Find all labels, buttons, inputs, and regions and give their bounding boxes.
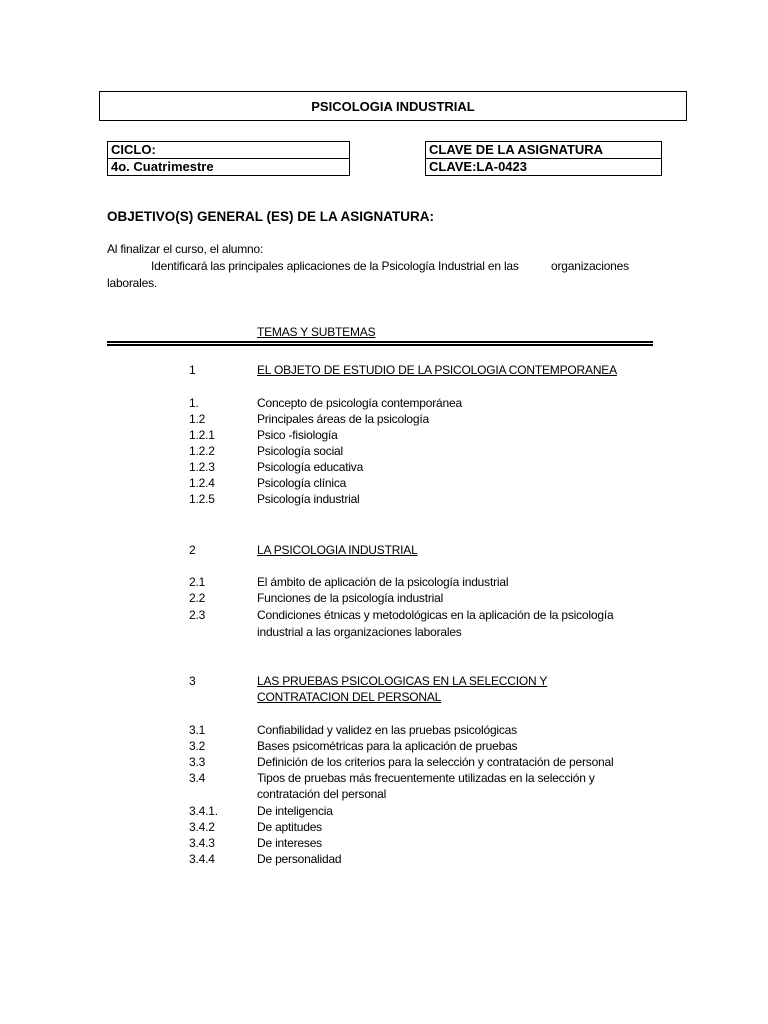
item-number: 3.4.2 <box>189 820 215 834</box>
item-text: De inteligencia <box>257 804 333 818</box>
item-text: Tipos de pruebas más frecuentemente utilizadas en la selección y <box>257 771 595 785</box>
clave-value: CLAVE:LA-0423 <box>425 158 662 176</box>
item-number: 1.2.5 <box>189 492 215 506</box>
unit-number: 3 <box>189 674 196 688</box>
item-text-continued: contratación del personal <box>257 787 387 801</box>
item-number: 3.4 <box>189 771 206 785</box>
item-number: 3.1 <box>189 723 206 737</box>
double-rule-bottom <box>107 344 653 346</box>
item-text: De personalidad <box>257 852 342 866</box>
item-number: 1.2.1 <box>189 428 215 442</box>
unit-title: LAS PRUEBAS PSICOLOGICAS EN LA SELECCION Y <box>257 674 548 688</box>
document-title: PSICOLOGIA INDUSTRIAL <box>99 91 687 121</box>
item-text: Psicología clínica <box>257 476 347 490</box>
unit-title: EL OBJETO DE ESTUDIO DE LA PSICOLOGIA CONTEMPORANEA <box>257 363 617 377</box>
item-number: 1.2.2 <box>189 444 215 458</box>
item-number: 3.3 <box>189 755 206 769</box>
ciclo-label: CICLO: <box>107 141 350 159</box>
item-number: 2.1 <box>189 575 206 589</box>
item-number: 2.2 <box>189 591 206 605</box>
item-number: 1.2.3 <box>189 460 215 474</box>
item-number: 3.4.1. <box>189 804 218 818</box>
item-text: Definición de los criterios para la selección y contratación de personal <box>257 755 614 769</box>
item-text: Funciones de la psicología industrial <box>257 591 444 605</box>
item-number: 2.3 <box>189 608 206 622</box>
clave-label: CLAVE DE LA ASIGNATURA <box>425 141 662 159</box>
item-text: Principales áreas de la psicología <box>257 412 429 426</box>
item-number: 1. <box>189 396 199 410</box>
unit-title-continued: CONTRATACION DEL PERSONAL <box>257 690 442 704</box>
item-number: 3.4.4 <box>189 852 215 866</box>
item-text: Condiciones étnicas y metodológicas en la aplicación de la psicología <box>257 608 614 622</box>
item-number: 3.4.3 <box>189 836 215 850</box>
item-text: Psicología social <box>257 444 343 458</box>
item-text: Concepto de psicología contemporánea <box>257 396 462 410</box>
item-text: Confiabilidad y validez en las pruebas psicológicas <box>257 723 517 737</box>
item-text: Psicología educativa <box>257 460 364 474</box>
item-text: El ámbito de aplicación de la psicología industrial <box>257 575 509 589</box>
unit-title: LA PSICOLOGIA INDUSTRIAL <box>257 543 418 557</box>
item-text-continued: industrial a las organizaciones laborales <box>257 625 462 639</box>
unit-number: 2 <box>189 543 196 557</box>
ciclo-value: 4o. Cuatrimestre <box>107 158 350 176</box>
item-number: 1.2 <box>189 412 206 426</box>
item-text: Bases psicométricas para la aplicación de pruebas <box>257 739 518 753</box>
item-text: Psico -fisiología <box>257 428 338 442</box>
item-number: 1.2.4 <box>189 476 215 490</box>
objective-heading: OBJETIVO(S) GENERAL (ES) DE LA ASIGNATURA: <box>107 209 435 224</box>
objective-line-2a: Identificará las principales aplicaciones de la Psicología Industrial en las <box>151 259 519 273</box>
objective-line-3: laborales. <box>107 276 158 290</box>
double-rule-top <box>107 341 653 343</box>
item-text: Psicología industrial <box>257 492 360 506</box>
item-number: 3.2 <box>189 739 206 753</box>
objective-line-2b: organizaciones <box>551 259 629 273</box>
item-text: De aptitudes <box>257 820 322 834</box>
objective-line-1: Al finalizar el curso, el alumno: <box>107 242 264 256</box>
topics-title: TEMAS Y SUBTEMAS <box>257 325 376 339</box>
item-text: De intereses <box>257 836 322 850</box>
unit-number: 1 <box>189 363 196 377</box>
